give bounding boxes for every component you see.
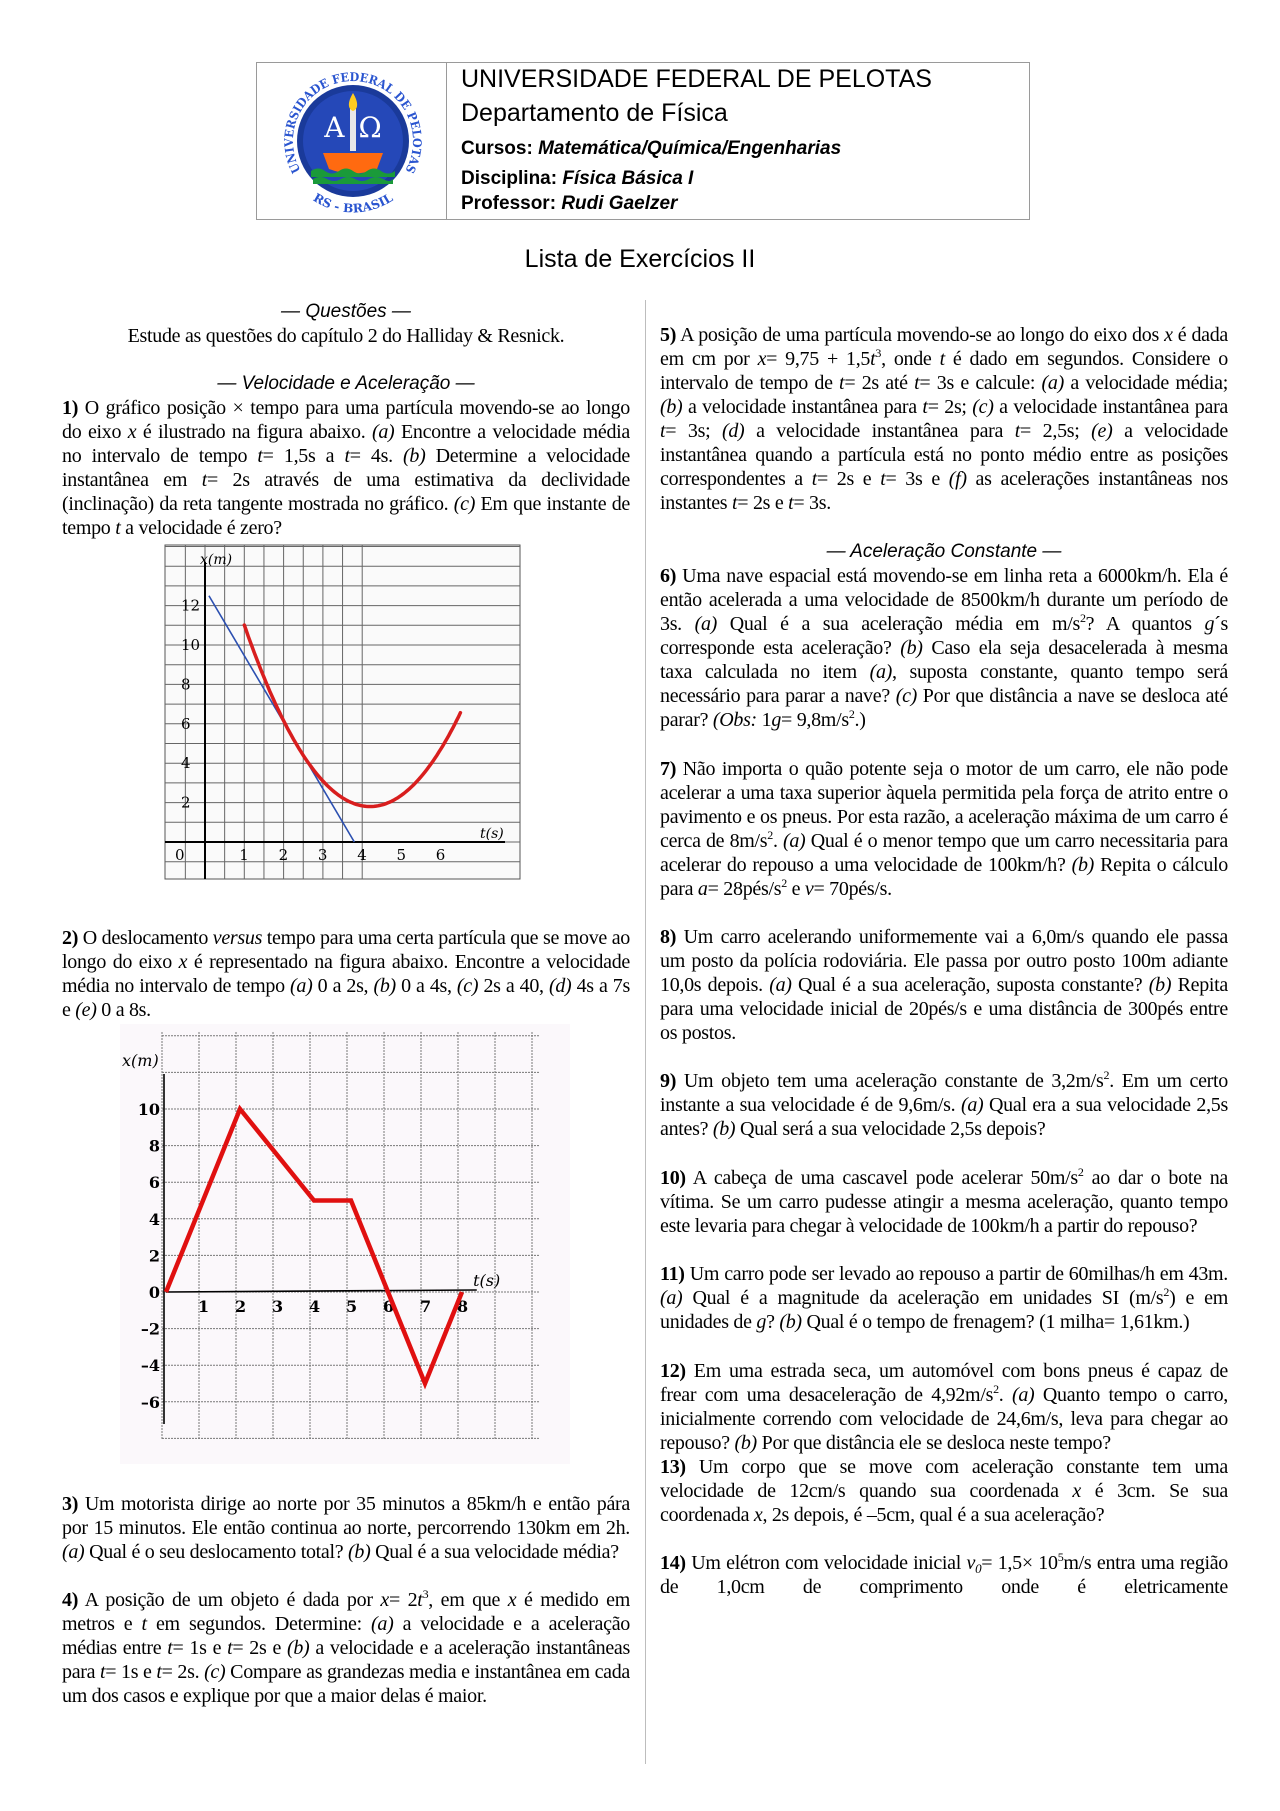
question-text: = 9,75 + 1,5 <box>766 348 871 370</box>
question-text: em segundos. Determine: <box>146 1613 372 1635</box>
question-text: 2 <box>1077 1165 1084 1179</box>
question-text: = 1s e <box>172 1637 228 1659</box>
question-text: t <box>732 492 738 514</box>
question-text: g <box>771 709 782 731</box>
question-text: v <box>966 1552 976 1574</box>
question-text: x <box>1072 1480 1081 1502</box>
question-text: 0 a 2s, <box>312 975 374 997</box>
question-text: t <box>839 372 845 394</box>
question-text: (c) <box>456 975 479 997</box>
question-text: = 2s e <box>232 1637 287 1659</box>
y-tick-label: 4 <box>181 754 191 773</box>
question-text: x <box>380 1589 389 1611</box>
question-2 <box>62 926 630 1022</box>
question-text: = 4s. <box>349 445 404 467</box>
question-text: Caso ela seja desacelerada à mesma taxa calculada no item <box>660 637 1228 683</box>
question-11 <box>660 1262 1228 1334</box>
question-9 <box>660 1069 1228 1141</box>
question-text: Em que instante de tempo <box>62 493 630 539</box>
y-tick-label: 0 <box>148 1283 160 1302</box>
question-text: 2 <box>1079 611 1086 625</box>
y-tick-label: –6 <box>140 1392 160 1412</box>
question-text: (b) <box>1071 854 1095 876</box>
question-number: 8) <box>660 926 677 948</box>
question-text: a velocidade e a aceleração instantâneas para <box>62 1637 630 1683</box>
question-text: (b) <box>1148 974 1172 996</box>
question-4 <box>62 1588 630 1708</box>
question-text: 2s a 40, <box>478 975 549 997</box>
courses-line <box>461 138 841 160</box>
question-text: ? <box>766 1311 780 1333</box>
x-tick-label: 1 <box>239 846 249 864</box>
question-text: = 2s. <box>161 1661 205 1683</box>
question-text: 0 <box>975 1561 982 1576</box>
question-text: x <box>127 421 137 443</box>
question-text: = 2s através de uma estimativa da declividade (inclinação) da reta tangente mostrada no gráfico. <box>62 469 630 515</box>
question-text: = 2s e <box>737 492 789 514</box>
column-divider <box>645 300 646 1764</box>
question-text: Repita o cálculo para <box>660 854 1228 900</box>
page-title: Lista de Exercícios II <box>524 245 756 273</box>
question-text: = 70pés/s. <box>813 878 892 900</box>
x-tick-label: 5 <box>396 846 407 864</box>
question-text: = 3s. <box>793 492 831 514</box>
question-text: (b) <box>734 1432 757 1454</box>
professor-value: Rudi Gaelzer <box>561 193 678 214</box>
question-text: é 3cm. Se sua coordenada <box>660 1480 1228 1526</box>
y-tick-label: 8 <box>181 675 191 694</box>
question-text: A cabeça de uma cascavel pode acelerar 50m/s <box>685 1167 1078 1189</box>
question-text: (a) <box>371 421 395 443</box>
question-text: . <box>998 1384 1012 1406</box>
question-text: Um objeto tem uma aceleração constante de 3,2m/s <box>676 1070 1104 1092</box>
question-text: t <box>870 348 876 370</box>
department-name: Departamento de Física <box>461 99 728 127</box>
y-tick-label: 10 <box>181 636 201 654</box>
svg-text:UNIVERSIDADE FEDERAL DE PELOTA: UNIVERSIDADE FEDERAL DE PELOTAS <box>281 69 425 177</box>
question-text: Um corpo que se move com aceleração constante tem uma velocidade de 12cm/s quando sua coordenada <box>660 1456 1228 1502</box>
question-text: Qual será a sua velocidade 2,5s depois? <box>735 1118 1046 1140</box>
question-text: . <box>772 830 783 852</box>
question-8 <box>660 925 1228 1045</box>
question-text: t <box>115 517 121 539</box>
question-text: t <box>922 396 928 418</box>
question-text: (a) <box>1011 1384 1035 1406</box>
question-text: 2 <box>767 828 773 842</box>
y-axis-label: x(m) <box>122 1051 159 1070</box>
question-text: Um motorista dirige ao norte por 35 minutos a 85km/h e então pára por 15 minutos. Ele então continua ao norte, percorrendo 130km em 2h. <box>62 1493 630 1539</box>
x-tick-label: 1 <box>198 1297 210 1316</box>
question-text: Compare as grandezas media e instantânea em cada um dos casos e explique por que a maior delas é maior. <box>62 1661 631 1707</box>
question-number: 9) <box>660 1070 677 1092</box>
y-tick-label: 10 <box>137 1100 160 1119</box>
question-14 <box>660 1551 1228 1599</box>
question-text: t <box>344 445 350 467</box>
question-text: Qual é a sua velocidade média? <box>370 1541 619 1563</box>
question-text: a <box>697 878 708 900</box>
right-column <box>660 323 1228 1599</box>
question-text: (a) <box>769 974 792 996</box>
question-text: t <box>201 469 207 491</box>
question-text: = 2,5s; <box>1020 420 1092 442</box>
question-text: Quanto tempo o carro, inicialmente correndo com velocidade de 24,6m/s, leva para chegar ao repouso? <box>660 1384 1228 1454</box>
question-text: (e) <box>75 999 97 1021</box>
question-number: 5) <box>660 324 677 346</box>
question-text: .) <box>854 709 866 731</box>
question-text: é ilustrado na figura abaixo. <box>136 421 372 443</box>
question-text: x <box>757 348 767 370</box>
y-tick-label: 6 <box>181 714 191 733</box>
question-text: é dada em cm por <box>660 324 1229 370</box>
question-text: (a) <box>290 975 313 997</box>
y-tick-label: 8 <box>148 1136 160 1156</box>
question-text: O deslocamento <box>78 927 213 949</box>
question-text: , onde <box>881 348 940 370</box>
figure-q1-graph <box>150 542 535 902</box>
question-text: . Em um certo instante a sua velocidade é de 9,6m/s. <box>660 1070 1229 1116</box>
question-text: (a) <box>660 1287 683 1309</box>
question-text: m/s entra uma região de 1,0cm de comprimento onde é eletricamente <box>660 1552 1228 1598</box>
question-number: 10) <box>660 1167 686 1189</box>
question-text: 5 <box>1057 1550 1064 1564</box>
courses-value: Matemática/Química/Engenharias <box>538 138 842 159</box>
question-text: 2 <box>1103 1068 1110 1082</box>
question-number: 12) <box>660 1360 686 1382</box>
figure-q2-graph <box>120 1024 570 1464</box>
question-text: , em que <box>428 1589 508 1611</box>
question-text: (b) <box>403 445 426 467</box>
question-text: ) e em unidades de <box>660 1287 1228 1333</box>
question-text: versus <box>212 927 263 949</box>
y-tick-label: –4 <box>140 1356 160 1376</box>
question-text: t <box>1014 420 1021 442</box>
question-text: Um carro pode ser levado ao repouso a partir de 60milhas/h em 43m. <box>684 1263 1228 1285</box>
question-text: Qual era a sua velocidade 2,5s antes? <box>660 1094 1228 1140</box>
svg-text:RS - BRASIL: RS - BRASIL <box>310 190 395 216</box>
question-text: Qual é o tempo de frenagem? (1 milha= 1,61km.) <box>801 1311 1190 1333</box>
question-text: tempo para uma certa partícula que se move ao longo do eixo <box>62 927 630 973</box>
question-text: Qual é a sua aceleração média em m/s <box>717 613 1080 635</box>
question-text: = 1,5× 10 <box>981 1552 1058 1574</box>
question-text: t <box>788 492 794 514</box>
x-tick-label: 2 <box>235 1297 247 1316</box>
question-text: t <box>939 348 945 370</box>
question-text: as acelerações instantâneas nos instantes <box>660 468 1228 514</box>
question-text: (a) <box>960 1094 984 1116</box>
y-tick-label: –2 <box>140 1319 160 1339</box>
question-text: = 3s e <box>885 468 949 490</box>
y-tick-label: 12 <box>181 596 201 615</box>
university-logo <box>259 65 445 219</box>
question-text: Não importa o quão potente seja o motor de um carro, ele não pode acelerar a uma taxa superior àquela permitida pela força de atrito entre o pavimento e os pneus. Por esta razão, a aceleração máxima de um carro é cerca de 8m/s <box>660 758 1228 852</box>
question-10 <box>660 1166 1228 1238</box>
question-text: Qual é o seu deslocamento total? <box>84 1541 349 1563</box>
x-axis-label: t(s) <box>473 1271 501 1290</box>
question-text: e <box>786 878 805 900</box>
question-number: 14) <box>660 1552 686 1574</box>
discipline-label: Disciplina: <box>461 168 563 189</box>
question-text: = 2 <box>388 1589 418 1611</box>
question-text: = 28pés/s <box>707 878 782 900</box>
professor-line <box>461 193 677 215</box>
y-axis-label: x(m) <box>200 552 233 568</box>
question-text: 2 <box>993 1382 999 1396</box>
question-text: x <box>507 1589 517 1611</box>
question-text: = 1s e <box>105 1661 157 1683</box>
x-tick-label: 8 <box>457 1297 469 1316</box>
question-text: (b) <box>373 975 396 997</box>
y-tick-label: 2 <box>181 793 191 812</box>
question-text: g <box>1204 613 1215 635</box>
question-number: 4) <box>62 1589 79 1611</box>
question-5 <box>660 323 1228 515</box>
question-number: 3) <box>62 1493 79 1515</box>
question-text: ao dar o bote na vítima. Se um carro pudesse atingir a mesma aceleração, quanto tempo este levaria para chegar à velocidade de 100km/h a partir do repouso? <box>660 1167 1228 1237</box>
x-tick-label: 6 <box>435 846 446 864</box>
question-text: , 2s depois, é –5cm, qual é a sua aceleração? <box>762 1504 1105 1526</box>
question-text: 2 <box>1163 1285 1170 1299</box>
question-text: (b) <box>779 1311 802 1333</box>
question-text: Uma nave espacial está movendo-se em linha reta a 6000km/h. Ela é então acelerada a uma velocidade de 8500km/h durante um período de 3s. <box>660 565 1228 635</box>
question-text: (a) <box>1041 372 1064 394</box>
question-text: Um elétron com velocidade inicial <box>685 1552 967 1574</box>
question-text: A posição de uma partícula movendo-se ao longo do eixo dos <box>676 324 1165 346</box>
question-text: Qual é a magnitude da aceleração em unidades SI (m/s <box>682 1287 1164 1309</box>
x-tick-label: 2 <box>278 846 289 864</box>
question-text: (e) <box>1091 420 1113 442</box>
courses-label: Cursos: <box>461 138 539 159</box>
header-divider <box>446 63 447 219</box>
question-number: 1) <box>62 397 79 419</box>
question-text: (a) <box>783 830 806 852</box>
question-text: = 2s até <box>844 372 915 394</box>
y-tick-label: 4 <box>148 1209 160 1229</box>
question-text: 2 <box>781 876 787 890</box>
question-number: 2) <box>62 927 79 949</box>
question-text: Encontre a velocidade média no intervalo de tempo <box>62 421 630 467</box>
question-6 <box>660 564 1228 732</box>
professor-label: Professor: <box>461 193 562 214</box>
question-text: t <box>156 1661 162 1683</box>
question-text: 0 a 8s. <box>96 999 151 1021</box>
question-text: (d) <box>548 975 572 997</box>
question-text: a velocidade instantânea para <box>682 396 923 418</box>
left-column <box>62 300 630 1708</box>
section-heading-constante: — Aceleração Constante — <box>826 541 1062 562</box>
question-text: Por que distância a nave se desloca até parar? <box>660 685 1228 731</box>
question-1 <box>62 396 630 540</box>
question-text: t <box>914 372 920 394</box>
question-text: a velocidade instantânea para <box>744 420 1015 442</box>
questoes-text: Estude as questões do capítulo 2 do Halliday & Resnick. <box>127 325 565 347</box>
question-number: 13) <box>660 1456 686 1478</box>
x-axis-label: t(s) <box>480 826 504 842</box>
question-text: 2 <box>848 707 855 721</box>
question-text: é representado na figura abaixo. Encontre a velocidade média no intervalo de tempo <box>62 951 630 997</box>
question-text: = 3s; <box>665 420 722 442</box>
x-tick-label: 4 <box>309 1297 321 1316</box>
question-text: t <box>227 1637 233 1659</box>
question-text: a velocidade instantânea quando a partícula está no ponto médio entre as posições correspondentes a <box>660 420 1228 490</box>
discipline-value: Física Básica I <box>562 168 694 189</box>
question-text: (b) <box>286 1637 310 1659</box>
question-text: (f) <box>948 468 967 490</box>
question-13 <box>660 1455 1228 1527</box>
x-tick-label: 3 <box>272 1297 284 1316</box>
question-text: , suposta constante, quanto tempo será necessário para parar a nave? <box>660 661 1228 707</box>
question-text: a velocidade é zero? <box>120 517 282 539</box>
question-text: (Obs: <box>712 709 757 731</box>
question-text: = 2s; <box>927 396 973 418</box>
question-text: t <box>100 1661 106 1683</box>
x-tick-label: 4 <box>357 846 367 864</box>
origin-label: 0 <box>175 846 185 864</box>
question-text: A posição de um objeto é dada por <box>78 1589 381 1611</box>
x-tick-label: 6 <box>383 1297 395 1316</box>
question-text: g <box>756 1311 767 1333</box>
question-text: = 9,8m/s <box>781 709 849 731</box>
question-text: (c) <box>972 396 994 418</box>
x-tick-label: 3 <box>317 846 328 864</box>
university-name: UNIVERSIDADE FEDERAL DE PELOTAS <box>461 65 932 93</box>
question-text: (c) <box>453 493 476 515</box>
question-text: (a) <box>371 1613 394 1635</box>
question-text: 1 <box>756 709 772 731</box>
question-text: t <box>660 420 666 442</box>
question-text: (d) <box>722 420 745 442</box>
question-text: Em uma estrada seca, um automóvel com bons pneus é capaz de frear com uma desaceleração de 4,92m/s <box>660 1360 1228 1406</box>
question-text: = 3s e calcule: <box>919 372 1042 394</box>
question-text: Qual é o menor tempo que um carro necessitaria para acelerar do repouso a uma velocidade de 100km/h? <box>660 830 1228 876</box>
question-text: (b) <box>712 1118 736 1140</box>
question-12 <box>660 1359 1228 1455</box>
question-text: v <box>804 878 814 900</box>
question-text: Determine a velocidade instantânea em <box>62 445 630 491</box>
question-text: Um carro acelerando uniformemente vai a 6,0m/s quando ele passa um posto da polícia rodoviária. Ele passa por outro posto 100m adiante 10,0s depois. <box>660 926 1228 996</box>
question-text: Repita para uma velocidade inicial de 20pés/s e uma distância de 300pés entre os postos. <box>660 974 1228 1044</box>
question-text: (a) <box>869 661 893 683</box>
question-text: Qual é a sua aceleração, suposta constante? <box>791 974 1149 996</box>
question-text: a velocidade e a aceleração médias entre <box>62 1613 630 1659</box>
question-text: (c) <box>204 1661 226 1683</box>
question-text: t <box>811 468 817 490</box>
question-text: a velocidade média; <box>1063 372 1228 394</box>
question-text: t <box>417 1589 423 1611</box>
question-text: (a) <box>62 1541 85 1563</box>
question-text: (b) <box>660 396 683 418</box>
question-text: = 1,5s a <box>262 445 345 467</box>
question-3 <box>62 1492 630 1564</box>
question-number: 11) <box>660 1263 685 1285</box>
svg-text:AΩ: AΩ <box>324 111 396 144</box>
x-tick-label: 7 <box>420 1297 432 1316</box>
question-text: é dado em segundos. Considere o intervalo de tempo de <box>660 348 1229 394</box>
question-text: (b) <box>900 637 923 659</box>
question-text: t <box>880 468 886 490</box>
question-text: t <box>167 1637 173 1659</box>
question-text: 3 <box>422 1587 429 1601</box>
section-heading-velocidade: — Velocidade e Aceleração — <box>217 373 475 394</box>
question-text: (a) <box>694 613 718 635</box>
x-tick-label: 5 <box>346 1297 358 1316</box>
section-heading-questoes: — Questões — <box>281 301 411 322</box>
question-text: (c) <box>895 685 918 707</box>
question-text: a velocidade instantânea para <box>993 396 1229 418</box>
question-number: 6) <box>660 565 677 587</box>
question-text: x <box>178 951 188 973</box>
question-number: 7) <box>660 758 677 780</box>
question-7 <box>660 757 1228 901</box>
question-text: 4s a 7s e <box>62 975 630 1021</box>
y-tick-label: 6 <box>148 1173 160 1193</box>
question-text: 3 <box>875 346 882 360</box>
question-text: = 2s e <box>816 468 881 490</box>
question-text: (b) <box>348 1541 371 1563</box>
question-text: x <box>753 1504 763 1526</box>
question-text: é medido em metros e <box>62 1589 630 1635</box>
question-text: Por que distância ele se desloca neste tempo? <box>756 1432 1111 1454</box>
question-text: ´s corresponde esta aceleração? <box>660 613 1228 659</box>
question-text: 0 a 4s, <box>395 975 457 997</box>
y-tick-label: 2 <box>148 1246 160 1266</box>
question-text: t <box>257 445 263 467</box>
question-text: t <box>141 1613 147 1635</box>
question-text: O gráfico posição × tempo para uma partícula movendo-se ao longo do eixo <box>62 397 630 443</box>
discipline-line <box>461 168 693 190</box>
question-text: x <box>1164 324 1173 346</box>
question-text: ? A quantos <box>1085 613 1205 635</box>
header-box <box>256 62 1030 220</box>
